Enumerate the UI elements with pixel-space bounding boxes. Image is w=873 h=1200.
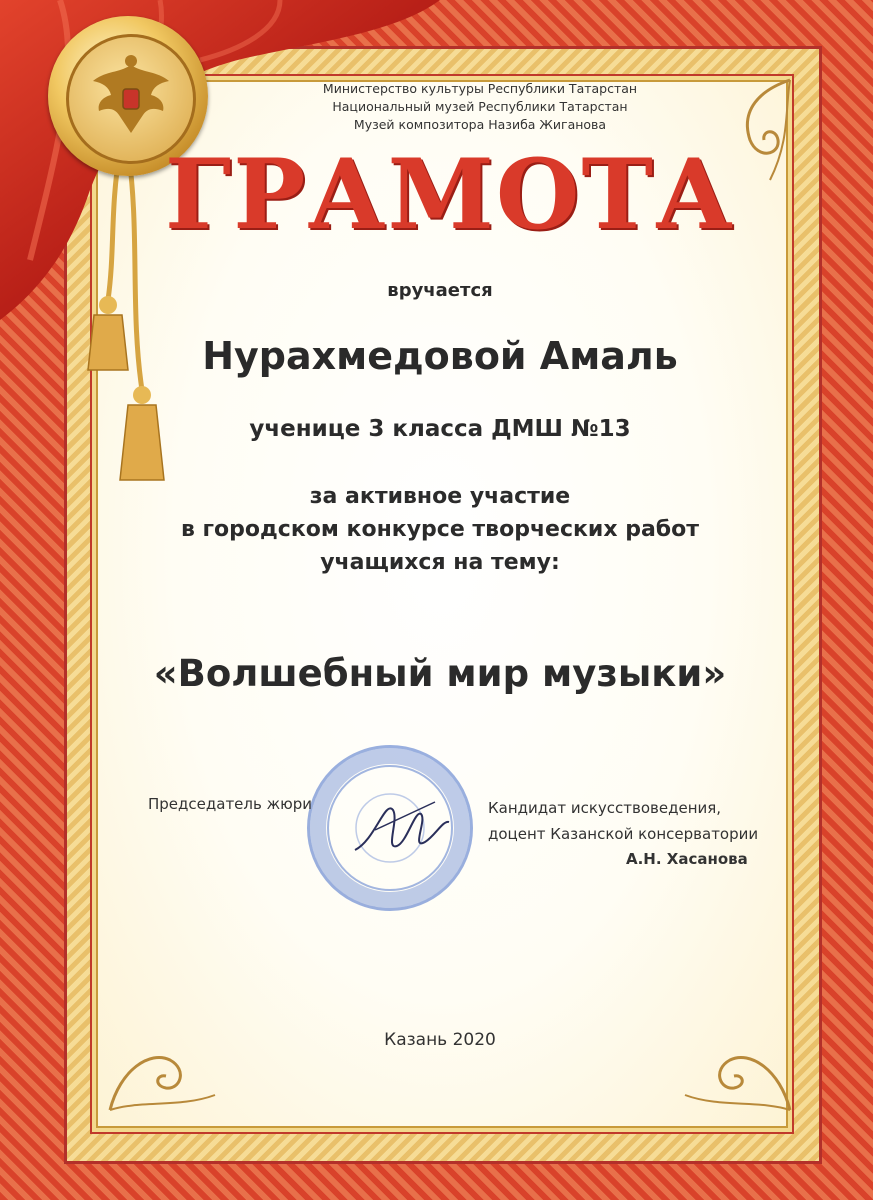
reason-line-2: в городском конкурсе творческих работ xyxy=(180,517,700,542)
award-reason xyxy=(100,480,780,579)
signatory-title-line-1: Кандидат искусствоведения, xyxy=(488,799,722,817)
city-year: Казань 2020 xyxy=(384,1030,496,1050)
jury-chair-label: Председатель жюри xyxy=(148,795,313,813)
recipient-name: Нурахмедовой Амаль xyxy=(202,334,678,378)
corner-ornament-bottom-left xyxy=(100,990,220,1120)
signatory-name: А.Н. Хасанова xyxy=(626,850,748,868)
signatory-title-line-2: доцент Казанской консерватории xyxy=(488,825,759,843)
certificate-title: ГРАМОТА xyxy=(164,138,736,251)
contest-theme: «Волшебный мир музыки» xyxy=(153,652,727,695)
issuer-line-1: Министерство культуры Республики Татарстан xyxy=(322,81,638,96)
awarded-label: вручается xyxy=(387,280,493,301)
signature xyxy=(345,780,455,870)
signatory-title xyxy=(488,795,758,847)
issuer-header xyxy=(300,80,660,134)
issuer-line-2: Национальный музей Республики Татарстан xyxy=(332,99,628,114)
reason-line-3: учащихся на тему: xyxy=(320,550,560,575)
pupil-description: ученице 3 класса ДМШ №13 xyxy=(249,416,631,442)
corner-ornament-bottom-right xyxy=(680,990,800,1120)
reason-line-1: за активное участие xyxy=(309,484,571,509)
issuer-line-3: Музей композитора Назиба Жиганова xyxy=(353,117,607,132)
